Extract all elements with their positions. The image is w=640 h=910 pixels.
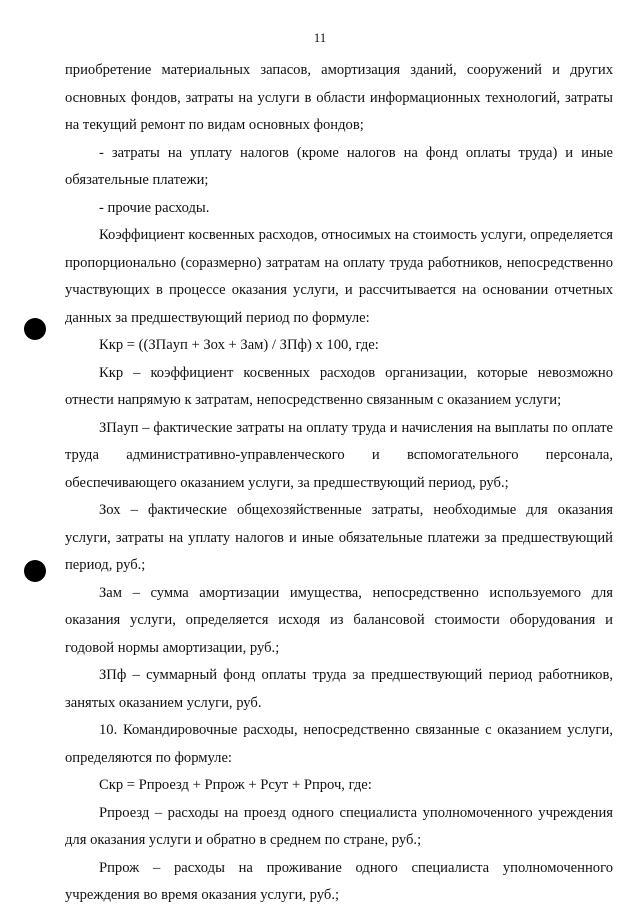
list-item-taxes: - затраты на уплату налогов (кроме налогов на фонд оплаты труда) и иные обязательные платежи;: [65, 144, 613, 188]
definition-kkr: Ккр – коэффициент косвенных расходов организации, которые невозможно отнести напрямую к затратам, непосредственно связанным с оказанием услуги;: [65, 364, 613, 408]
formula-skr: Скр = Рпроезд + Рпрож + Рсут + Рпроч, где:: [99, 777, 372, 793]
definition-rproezd: Рпроезд – расходы на проезд одного специалиста уполномоченного учреждения для оказания услуги и обратно в среднем по стране, руб.;: [65, 804, 613, 848]
section-10-travel-expenses: 10. Командировочные расходы, непосредственно связанные с оказанием услуги, определяются по формуле:: [65, 722, 613, 766]
list-item-other-expenses: - прочие расходы.: [99, 199, 210, 216]
definition-zpaup: ЗПаyп – фактические затраты на оплату труда и начисления на выплаты по оплате труда административно-управленческого и вспомогательного персонала, обеспечивающего оказанием услуги, за предшествующий период, руб.;: [65, 419, 613, 491]
definition-rprozh: Рпрож – расходы на проживание одного специалиста уполномоченного учреждения во время оказания услуги, руб.;: [65, 859, 613, 903]
definition-zoh: Зох – фактические общехозяйственные затраты, необходимые для оказания услуги, затраты на уплату налогов и иные обязательные платежи за предшествующий период, руб.;: [65, 502, 613, 573]
formula-kkr: Ккр = ((ЗПаyп + Зох + Зам) / ЗПф) х 100, где:: [99, 337, 379, 353]
definition-zam: Зам – сумма амортизации имущества, непосредственно используемого для оказания услуги, определяется исходя из балансовой стоимости оборудования и годовой нормы амортизации, руб.;: [65, 584, 613, 656]
paragraph-indirect-coefficient: Коэффициент косвенных расходов, относимых на стоимость услуги, определяется пропорционально (соразмерно) затратам на оплату труда работников, непосредственно участвующих в процессе оказания услуги, и рассчитывается на основании отчетных данных за предшествующий период по формуле:: [65, 227, 613, 326]
definition-zpf: ЗПф – суммарный фонд оплаты труда за предшествующий период работников, занятых оказанием услуги, руб.: [65, 667, 613, 711]
page-number: 11: [313, 30, 327, 45]
document-body: [65, 57, 613, 910]
punch-hole: [24, 318, 46, 340]
paragraph-continuation: приобретение материальных запасов, амортизация зданий, сооружений и других основных фондов, затраты на услуги в области информационных технологий, затраты на текущий ремонт по видам основных фондов;: [65, 62, 613, 133]
punch-hole: [24, 560, 46, 582]
